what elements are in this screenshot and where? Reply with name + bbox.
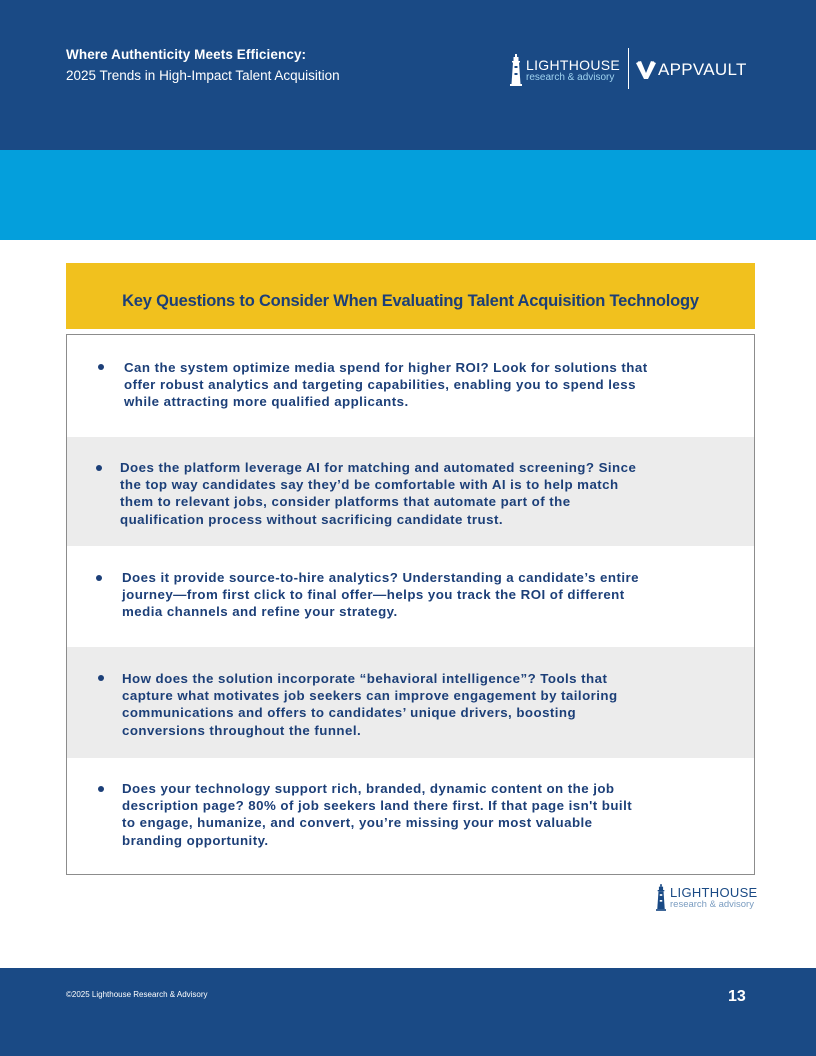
question-line: the top way candidates say they’d be comfortable with AI is to help match <box>120 477 619 493</box>
page-number: 13 <box>728 988 746 1005</box>
questions-card-header <box>66 263 755 329</box>
bullet-icon <box>96 575 102 581</box>
question-line: description page? 80% of job seekers land there first. If that page isn't built <box>122 798 633 814</box>
bullet-icon <box>98 364 104 370</box>
appvault-logo <box>636 60 747 80</box>
lighthouse-tagline: research & advisory <box>670 898 754 910</box>
question-item <box>67 335 754 437</box>
appvault-mark-icon <box>636 61 656 79</box>
question-line: Can the system optimize media spend for higher ROI? Look for solutions that <box>124 360 648 375</box>
question-line: offer robust analytics and targeting capabilities, enabling you to spend less <box>124 377 636 393</box>
bullet-icon <box>98 786 104 792</box>
questions-card-title: Key Questions to Consider When Evaluating Talent Acquisition Technology <box>122 291 699 310</box>
lighthouse-name: LIGHTHOUSE <box>526 56 621 73</box>
accent-band <box>0 150 816 240</box>
bullet-icon <box>98 675 104 681</box>
question-item <box>67 546 754 647</box>
lighthouse-logo-small <box>656 883 758 912</box>
header-bar <box>0 0 816 150</box>
question-line: Does your technology support rich, branded, dynamic content on the job <box>122 781 615 796</box>
question-line: them to relevant jobs, consider platforms that automate part of the <box>120 494 571 510</box>
questions-card-body <box>66 334 755 875</box>
question-item <box>67 647 754 758</box>
lighthouse-logo <box>510 54 620 86</box>
lighthouse-tagline: research & advisory <box>526 71 615 83</box>
question-line: communications and offers to candidates’ unique drivers, boosting <box>122 705 577 721</box>
question-line: How does the solution incorporate “behavioral intelligence”? Tools that <box>122 671 608 686</box>
question-line: while attracting more qualified applicants. <box>124 394 409 410</box>
question-line: branding opportunity. <box>122 832 269 848</box>
report-title: Where Authenticity Meets Efficiency: <box>66 47 307 62</box>
question-line: qualification process without sacrificing candidate trust. <box>120 511 503 527</box>
question-line: capture what motivates job seekers can improve engagement by tailoring <box>122 688 618 704</box>
lighthouse-icon <box>510 54 522 86</box>
question-line: conversions throughout the funnel. <box>122 722 362 738</box>
lighthouse-name: LIGHTHOUSE <box>670 884 758 900</box>
question-line: Does the platform leverage AI for matching and automated screening? Since <box>120 460 637 475</box>
report-subtitle: 2025 Trends in High-Impact Talent Acquisition <box>66 68 340 83</box>
question-line: journey—from first click to final offer—helps you track the ROI of different <box>122 587 625 603</box>
copyright-text: ©2025 Lighthouse Research & Advisory <box>66 990 208 999</box>
footer-bar <box>0 968 816 1056</box>
bullet-icon <box>96 465 102 471</box>
logo-divider <box>628 48 629 89</box>
question-line: Does it provide source-to-hire analytics? Understanding a candidate’s entire <box>122 570 639 585</box>
question-item <box>67 758 754 874</box>
question-line: media channels and refine your strategy. <box>122 604 398 620</box>
appvault-name: APPVAULT <box>658 60 747 79</box>
question-item <box>67 437 754 546</box>
question-line: to engage, humanize, and convert, you’re missing your most valuable <box>122 815 593 831</box>
lighthouse-icon <box>656 883 666 912</box>
